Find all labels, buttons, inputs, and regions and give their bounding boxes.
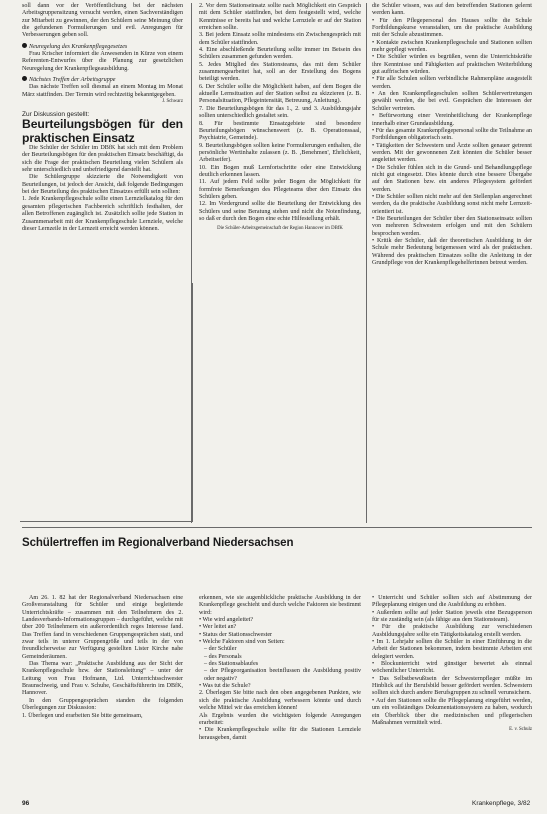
continued-paragraph: die Schüler wissen, was auf den betreffenden Stationen gelernt werden kann. bbox=[372, 3, 532, 17]
list-item: • Für alle Schulen sollten verbindliche Rahmenpläne ausgestellt werden. bbox=[372, 76, 532, 90]
article-paragraph: Die Schüler der Schüler im DBfK hat sich mit dem Problem der Beurteilungsbögen für den praktischen Einsatz beschäftigt, da sich die Frage der praktischen Beurteilung vielen Schülern als sehr unterschiedlich und unbefriedigend darstellt hat. bbox=[22, 145, 183, 174]
article-paragraph: Die Schülergruppe skizzierte die Notwendigkeit von Beurteilungen, ist jedoch der Ansicht, daß folgende Bedingungen bei der Beurteilung des praktischen Einsatzes erfüllt sein sollten: bbox=[22, 174, 183, 196]
article-paragraph: 2. Überlegen Sie bitte nach den oben angegebenen Punkten, wie sich die praktische Ausbildung verbessern könnte und durch welche Mittel wir das erreichen können! bbox=[199, 690, 361, 712]
list-subitem: – der Pflegeorganisation beeinflussen die Ausbildung positiv oder negativ? bbox=[204, 668, 361, 682]
article-paragraph: In den Gruppengesprächen standen die folgenden Überlegungen zur Diskussion: bbox=[22, 697, 183, 712]
section-divider bbox=[22, 527, 532, 528]
list-item: 8. Für bestimmte Einsatzgebiete sind besondere Beurteilungsbögen wünschenswert (z. B. Operationssaal, Psychiatrie, Gemeinde). bbox=[199, 120, 361, 142]
list-item: • Im 1. Lehrjahr sollten die Schüler in einer Einführung in die Arbeit der Stationen bekommen, indem bestimmte Arbeiten erst delegiert werden. bbox=[372, 639, 532, 660]
list-item: • Für den Pflegepersonal des Hauses sollte die Schule Fortbildungskurse veranstalten, um die praktische Ausbildung mit der Schule abzustimmen. bbox=[372, 17, 532, 39]
list-item: • Die Schüler sollten nicht mehr auf den Stellenplan angerechnet werden, da die praktische Ausbildung sonst nicht mehr Lernzeit-orientiert ist. bbox=[372, 193, 532, 215]
list-item: 2. Vor dem Stationseinsatz sollte nach Möglichkeit ein Gespräch mit dem Schüler stattfinden, bei dem festgestellt wird, welche Kenntnisse er bereits hat und welche Lernziele er auf der Station erreichen sollte. bbox=[199, 3, 361, 32]
article-paragraph: 1. Überlegen und erarbeiten Sie bitte gemeinsam, bbox=[22, 712, 143, 719]
author-signature: J. Schwarz bbox=[162, 99, 183, 105]
page-number: 96 bbox=[22, 800, 30, 807]
list-item: 3. Bei jedem Einsatz sollte mindestens ein Zwischengespräch mit dem Schüler stattfinden. bbox=[199, 32, 361, 46]
list-item: 11. Auf jedem Feld sollte jeder Bogen die Möglichkeit für formfreie Bemerkungen des Pflegeteams über den Einsatz des Schülers geben. bbox=[199, 179, 361, 200]
list-item: 6. Der Schüler sollte die Möglichkeit haben, auf dem Bogen die aktuelle Lernsituation auf der Station selbst zu skizzieren (z. B. Personalsituation, Pflegeintensität, Betreuung, Anleitung). bbox=[199, 83, 361, 105]
list-item: 7. Die Beurteilungsbögen für das 1., 2. und 3. Ausbildungsjahr sollten unterschiedlich gestaltet sein. bbox=[199, 105, 361, 120]
section-headline: Schülertreffen im Regionalverband Niedersachsen bbox=[22, 537, 294, 549]
news-item-text: Frau Krischer informiert die Anwesenden in Kürze von einem Referenten-Entwurfes über die Planung zur gesetzlichen Neuregelung der Krankenpflegeausbildung. bbox=[22, 51, 183, 72]
list-item: 5. Jedes Mitglied des Stationsteams, das mit dem Schüler zusammengearbeitet hat, soll an der Erstellung des Bogens beteiligt werden. bbox=[199, 61, 361, 83]
list-item: • Kontakte zwischen Krankenpflegeschule und Stationen sollten mehr gepflegt werden. bbox=[372, 39, 532, 54]
list-item: • Für die praktische Ausbildung zur verschiedenen Ausbildungsjahre sollte ein Tätigkeitskatalog erstellt werden. bbox=[372, 624, 532, 638]
list-item: • Was tut die Schule? bbox=[199, 683, 251, 690]
author-signature: E. v. Schulz bbox=[509, 727, 532, 733]
article-paragraph: Als Ergebnis wurden die wichtigsten folgende Anregungen erarbeitet: bbox=[199, 712, 361, 726]
list-item: • Welche Faktoren sind von Seiten: bbox=[199, 639, 285, 646]
bullet-dot-icon bbox=[22, 43, 27, 48]
list-item: 9. Beurteilungsbögen sollten keine Formulierungen enthalten, die persönliche Wertinhalte zulassen (z. B. ‚Benehmen', Ehrlichkeit, Arbeitseifer). bbox=[199, 142, 361, 164]
bottom-column-3 bbox=[372, 595, 532, 733]
top-column-1 bbox=[22, 3, 183, 233]
list-item: • Wer leitet an? bbox=[199, 624, 237, 631]
list-item: • Außerdem sollte auf jeder Station jeweils eine Bezugsperson für sie zuständig sein (als fähige aus dem Stationsteam). bbox=[372, 609, 532, 624]
list-item: • Das Selbstbewußtsein der Schwesternpfleger müßte im Hinblick auf ihr Berufsbild besser gefördert werden. Schwestern sollten sich durch andere Berufsgruppen zu schnell verunsichern. bbox=[372, 675, 532, 697]
author-signature: Die Schüler-Arbeitsgemeinschaft der Region Hannover im DBfK bbox=[217, 226, 343, 232]
list-item: • Wie wird angeleitet? bbox=[199, 617, 254, 624]
list-item: • Kritik der Schüler, daß der theoretischen Ausbildung in der Schule mehr Bedeutung beigemessen wird als der praktischen. Während des praktischen Einsatzes sollte die Anleitung in der Grundpflege von der Krankenpflegehelferinnen betreut werden. bbox=[372, 238, 532, 267]
news-item-text: Das nächste Treffen soll diesmal an einem Montag im Monat März stattfinden. Der Termin wird rechtzeitig bekanntgegeben. bbox=[22, 84, 183, 98]
list-item: • Die Schüler würden es begrüßen, wenn die Unterrichtskräfte ihre Kenntnisse und Fähigkeiten auf praktischen Weiterbildung gut auffrischen würden. bbox=[372, 54, 532, 76]
list-subitem: – des Personals bbox=[204, 653, 242, 660]
list-item: 10. Ein Bogen muß Lernfortschritte oder eine Entwicklung deutlich erkennen lassen. bbox=[199, 164, 361, 178]
list-item: 4. Eine abschließende Beurteilung sollte immer im Beisein des Schülers zusammen gefunden werden. bbox=[199, 47, 361, 61]
bullet-dot-icon bbox=[22, 76, 27, 81]
article-paragraph: erkennen, wie sie augenblickliche praktische Ausbildung in der Krankenpflege geschieht und durch welche Faktoren sie bestimmt wird: bbox=[199, 595, 361, 616]
article-box-frame bbox=[20, 283, 193, 522]
top-column-3 bbox=[372, 3, 532, 267]
issue-label: Krankenpflege, 3/82 bbox=[472, 800, 531, 807]
list-item: • Tätigkeiten der Schwestern und Ärzte sollten genauer getrennt werden. Mit der gewonnenen Zeit könnten die Schüler besser angeleitet werden. bbox=[372, 142, 532, 164]
column-divider bbox=[366, 3, 367, 523]
article-paragraph: 1. Jede Krankenpflegeschule sollte einen Lernzielkatalog für den gesamten pflegerischen Fachbereich schriftlich festhalten, der allen Betroffenen zugänglich ist. Zusätzlich sollte jede Station in Zusammenarbeit mit der Krankenpflegeschule Lernziele, welche dieser Lernzeile in der Lernzeit erreicht werden können. bbox=[22, 196, 183, 232]
list-item: • Unterricht und Schüler sollten sich auf Abstimmung der Pflegeplanung einigen und die Ausbildung zu erhöhen. bbox=[372, 595, 532, 609]
list-item: • Auf den Stationen sollte die Pflegeplanung eingeführt werden, um ein vollständiges Dokumentationssystem zu haben, wodurch ein Überblick über die medizinischen und pflegerischen Maßnahmen vermittelt wird. bbox=[372, 697, 532, 726]
list-item: • Die Schüler fühlen sich in die Grund- und Behandlungspflege nicht gut eingesetzt. Dies könnte durch eine bessere Übergabe auf den Stationen bzw. ein anderes Pflegesystem gefördert werden. bbox=[372, 164, 532, 193]
list-item: • Die Beurteilungen der Schüler über den Stationseinsatz sollten von mehreren Schwestern erfolgen und mit den Schülern besprochen werden. bbox=[372, 215, 532, 237]
list-item: • Status der Stationsschwester bbox=[199, 631, 273, 638]
list-subitem: – des Stationsablaufes bbox=[204, 661, 259, 668]
news-item-title: Nächstes Treffen der Arbeitsgruppe bbox=[22, 76, 183, 84]
list-item: 12. Im Vordergrund sollte die Beurteilung der Entwicklung des Schülers und seine Beratung stehen und nicht die Notenfindung, so daß er durch den Bogen eine echte Hilfestellung erhält. bbox=[199, 201, 361, 222]
intro-paragraph: soll dann vor der Veröffentlichung bei der nächsten Arbeitsgruppensitzung versucht werden, einen Sachverständigen zur Mitarbeit zu gewinnen, der den Schülern seine Meinung über die gefundenen Formulierungen und evtl. Anregungen für Verbesserungen geben soll. bbox=[22, 3, 183, 39]
article-kicker: Zur Diskussion gestellt: bbox=[22, 110, 90, 118]
list-item: • Befürwortung einer Vereinheitlichung der Krankenpflege innerhalb einer Grundausbildung. bbox=[372, 113, 532, 127]
bottom-column-1 bbox=[22, 595, 183, 720]
list-item: • An den Krankenpflegeschulen sollten Schülervertretungen gewählt werden, die bei evtl. Gesprächen die Interessen der Schüler vertreten. bbox=[372, 91, 532, 112]
article-paragraph: Am 26. 1. 82 hat der Regionalverband Niedersachsen eine Großveranstaltung für Schüler und einige begleitende Unterrichtskräfte – zusammen mit den Teilnehmern des 2. Landesverbands-Informationsgruppen – durchgeführt, welche mit über 200 Teilnehmern ein außerordentlich reges Interesse fand. Das Treffen fand in verschiedenen Gruppengesprächen statt, und zwar teils in unterer Gruppengröße und teils in der von freundlicherweise zur Verfügung gestellten Lister Kirche nahe Gemeinderäumen. bbox=[22, 595, 183, 660]
list-item: • Die Krankenpflegeschule sollte für die Stationen Lernziele herausgeben, damit bbox=[199, 727, 361, 741]
article-paragraph: Das Thema war: „Praktische Ausbildung aus der Sicht der Krankenpflegeschule bzw. der Stationsleitung“ – unter der Leitung von Frau Hofmann, Ltd. Unterrichtsschwester Braunschweig, und Frau v. Schuhe, Geschäftsführerin im DBfK, Hannover. bbox=[22, 661, 183, 697]
list-item: • Blockunterricht wird günstiger bewertet als einmal wöchentlicher Unterricht. bbox=[372, 661, 532, 675]
list-item: • Für das gesamte Krankenpflegepersonal sollte die Teilnahme an Fortbildungen obligatorisch sein. bbox=[372, 127, 532, 142]
list-subitem: – der Schüler bbox=[204, 646, 237, 653]
article-headline: Beurteilungsbögen für den praktischen Einsatz bbox=[22, 117, 183, 145]
news-item-title: Neuregelung des Krankenpflegegesetzes bbox=[22, 43, 183, 51]
bottom-column-2 bbox=[199, 595, 361, 742]
top-column-2 bbox=[199, 3, 361, 232]
